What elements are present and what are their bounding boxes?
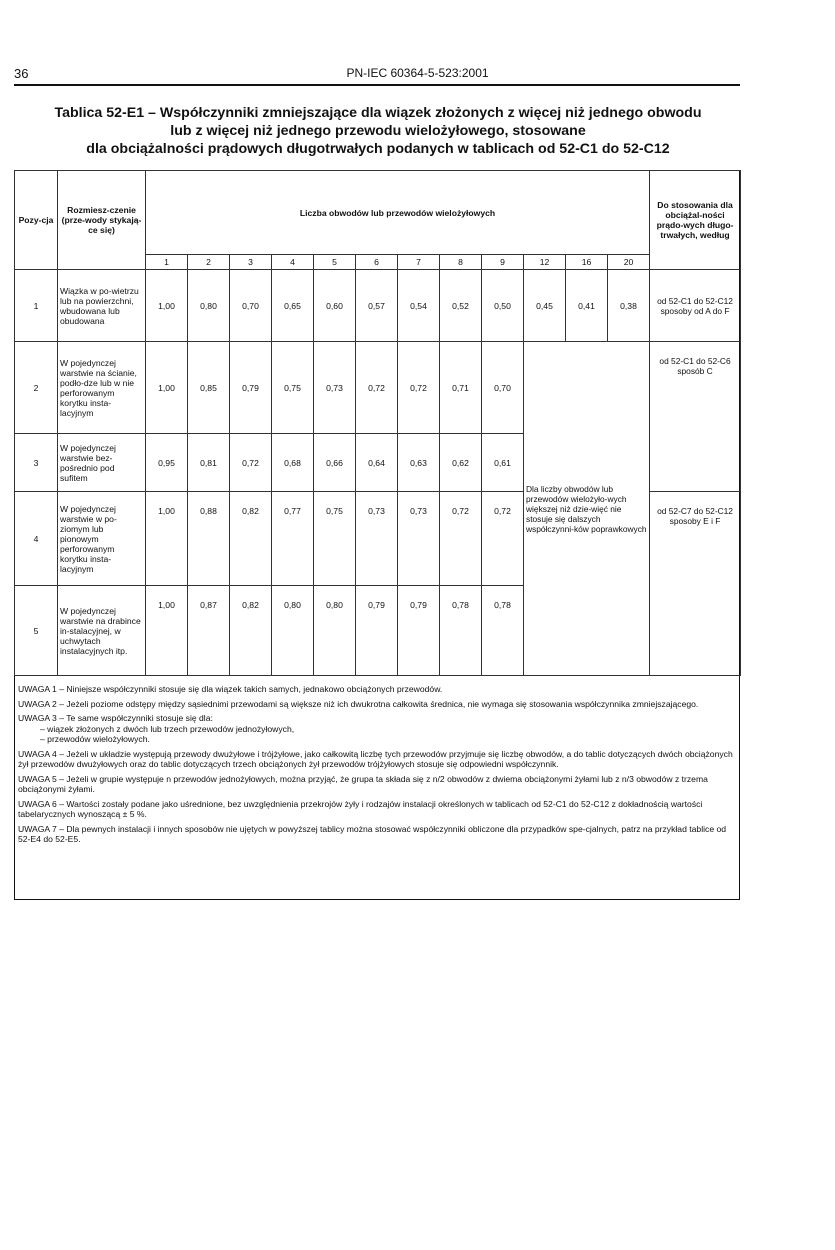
factor-cell: 0,81: [188, 434, 230, 492]
factor-cell: 0,79: [398, 586, 440, 676]
factor-cell: 0,62: [440, 434, 482, 492]
count-header: 4: [272, 255, 314, 270]
reduction-factor-table: [14, 170, 741, 676]
row-position: 3: [15, 434, 58, 492]
row-arrangement: Wiązka w po-wietrzu lub na powierzchni, wbudowana lub obudowana: [58, 270, 146, 342]
row-arrangement: W pojedynczej warstwie bez-pośrednio pod sufitem: [58, 434, 146, 492]
title-line-2: lub z więcej niż jednego przewodu wielożyłowego, stosowane: [170, 123, 586, 139]
title-line-3: dla obciążalności prądowych długotrwałych podanych w tablicach od 52-C1 do 52-C12: [86, 141, 670, 157]
count-header: 16: [566, 255, 608, 270]
factor-cell: 0,61: [482, 434, 524, 492]
note-3-item: – przewodów wielożyłowych.: [40, 734, 150, 744]
factor-cell: 0,87: [188, 586, 230, 676]
factor-cell: 0,60: [314, 270, 356, 342]
count-header: 7: [398, 255, 440, 270]
count-header: 3: [230, 255, 272, 270]
standard-code: PN-IEC 60364-5-523:2001: [346, 66, 489, 80]
factor-cell: 0,68: [272, 434, 314, 492]
factor-cell: 0,73: [398, 492, 440, 586]
row-arrangement: W pojedynczej warstwie w po-ziomym lub pionowym perforowanym korytku insta-lacyjnym: [58, 492, 146, 586]
factor-cell: 0,65: [272, 270, 314, 342]
note-4: UWAGA 4 – Jeżeli w układzie występują przewody dwużyłowe i trójżyłowe, jako całkowitą liczbę tych przewodów przyjmuje się liczbę obwodów, a do tablic dotyczących dwóch obciążonych żył przewodów dwużyłowych oraz do tablic dotyczących trzech obciążonych żył przewodów trójżyłowych stosuje się odpowiedni współczynnik.: [18, 748, 733, 769]
factor-cell: 0,70: [230, 270, 272, 342]
factor-cell: 0,72: [356, 342, 398, 434]
header-reference: Do stosowania dla obciążal-ności prądo-wych długo-trwałych, według: [650, 171, 741, 270]
count-header: 20: [608, 255, 650, 270]
note-3-item: – wiązek złożonych z dwóch lub trzech przewodów jednożyłowych,: [40, 723, 295, 734]
note-3: [18, 713, 736, 745]
reference-cell: od 52-C1 do 52-C12 sposoby od A do F: [650, 270, 741, 342]
count-header: 5: [314, 255, 356, 270]
factor-cell: 0,66: [314, 434, 356, 492]
row-position: 5: [15, 586, 58, 676]
factor-cell: 0,70: [482, 342, 524, 434]
count-header: 2: [188, 255, 230, 270]
factor-cell: 0,50: [482, 270, 524, 342]
notes-section: [18, 684, 736, 849]
factor-cell: 0,77: [272, 492, 314, 586]
count-header: 6: [356, 255, 398, 270]
row-position: 1: [15, 270, 58, 342]
factor-cell: 0,72: [230, 434, 272, 492]
factor-cell: 0,88: [188, 492, 230, 586]
factor-cell: 1,00: [146, 270, 188, 342]
factor-cell: 0,63: [398, 434, 440, 492]
reference-cell: od 52-C1 do 52-C6 sposób C: [650, 342, 741, 492]
factor-cell: 0,64: [356, 434, 398, 492]
table-title: [20, 104, 736, 158]
factor-cell: 0,79: [230, 342, 272, 434]
count-header: 1: [146, 255, 188, 270]
factor-cell: 1,00: [146, 492, 188, 586]
factor-cell: 0,80: [272, 586, 314, 676]
factor-cell: 0,71: [440, 342, 482, 434]
title-line-1: Tablica 52-E1 – Współczynniki zmniejszające dla wiązek złożonych z więcej niż jednego obwodu: [54, 105, 702, 121]
factor-cell: 0,75: [314, 492, 356, 586]
factor-cell: 0,72: [440, 492, 482, 586]
factor-cell: 0,41: [566, 270, 608, 342]
note-3-intro: UWAGA 3 – Te same współczynniki stosuje się dla:: [18, 713, 213, 723]
note-7: UWAGA 7 – Dla pewnych instalacji i innych sposobów nie ujętych w powyższej tablicy można stosować współczynniki obliczone dla przypadków spe-cjalnych, patrz na przykład tablice od 52-E4 do 52-E5.: [18, 823, 727, 844]
header-count: Liczba obwodów lub przewodów wielożyłowych: [146, 171, 650, 255]
count-header: 12: [524, 255, 566, 270]
no-further-factors-note: Dla liczby obwodów lub przewodów wielożyło-wych większej niż dzie-więć nie stosuje się dalszych współczynni-ków poprawkowych: [524, 342, 650, 676]
factor-cell: 1,00: [146, 586, 188, 676]
factor-cell: 0,72: [398, 342, 440, 434]
factor-cell: 0,82: [230, 492, 272, 586]
reference-cell: od 52-C7 do 52-C12 sposoby E i F: [650, 492, 741, 676]
factor-cell: 0,79: [356, 586, 398, 676]
header-position: Pozy-cja: [15, 171, 58, 270]
factor-cell: 0,45: [524, 270, 566, 342]
table-row: [15, 342, 741, 434]
row-position: 2: [15, 342, 58, 434]
factor-cell: 0,72: [482, 492, 524, 586]
header-arrangement: Rozmiesz-czenie (prze-wody stykają-ce się): [58, 171, 146, 270]
factor-cell: 0,80: [314, 586, 356, 676]
note-6: UWAGA 6 – Wartości zostały podane jako uśrednione, bez uwzględnienia przekrojów żyły i rodzajów instalacji określonych w tablicach od 52-C1 do 52-C12 z dokładnością wartości tabelarycznych wynoszącą ± 5 %.: [18, 798, 703, 819]
factor-cell: 0,78: [440, 586, 482, 676]
factor-cell: 0,73: [314, 342, 356, 434]
factor-cell: 0,75: [272, 342, 314, 434]
factor-cell: 0,54: [398, 270, 440, 342]
note-2: UWAGA 2 – Jeżeli poziome odstępy między sąsiednimi przewodami są większe niż ich dwukrotna całkowita średnica, nie wymaga się stosowania współczynnika zmniejszającego.: [18, 698, 699, 709]
factor-cell: 0,57: [356, 270, 398, 342]
factor-cell: 0,95: [146, 434, 188, 492]
factor-cell: 0,38: [608, 270, 650, 342]
note-5: UWAGA 5 – Jeżeli w grupie występuje n przewodów jednożyłowych, można przyjąć, że grupa ta składa się z n/2 obwodów z dwiema obciążonymi żyłami lub z n/3 obwodów z trzema obciążonymi żyłami.: [18, 773, 708, 794]
row-arrangement: W pojedynczej warstwie na ścianie, podło-dze lub w nie perforowanym korytku insta-lacyjnym: [58, 342, 146, 434]
factor-cell: 0,73: [356, 492, 398, 586]
page-number: 36: [14, 66, 29, 81]
row-arrangement: W pojedynczej warstwie na drabince in-stalacyjnej, w uchwytach instalacyjnych itp.: [58, 586, 146, 676]
header-rule: [14, 84, 740, 86]
factor-cell: 0,52: [440, 270, 482, 342]
count-header: 8: [440, 255, 482, 270]
factor-cell: 0,80: [188, 270, 230, 342]
factor-cell: 0,82: [230, 586, 272, 676]
table-row: [15, 270, 741, 342]
row-position: 4: [15, 492, 58, 586]
factor-cell: 0,78: [482, 586, 524, 676]
count-header: 9: [482, 255, 524, 270]
factor-cell: 1,00: [146, 342, 188, 434]
factor-cell: 0,85: [188, 342, 230, 434]
note-1: UWAGA 1 – Niniejsze współczynniki stosuje się dla wiązek takich samych, jednakowo obciążonych przewodów.: [18, 684, 443, 694]
